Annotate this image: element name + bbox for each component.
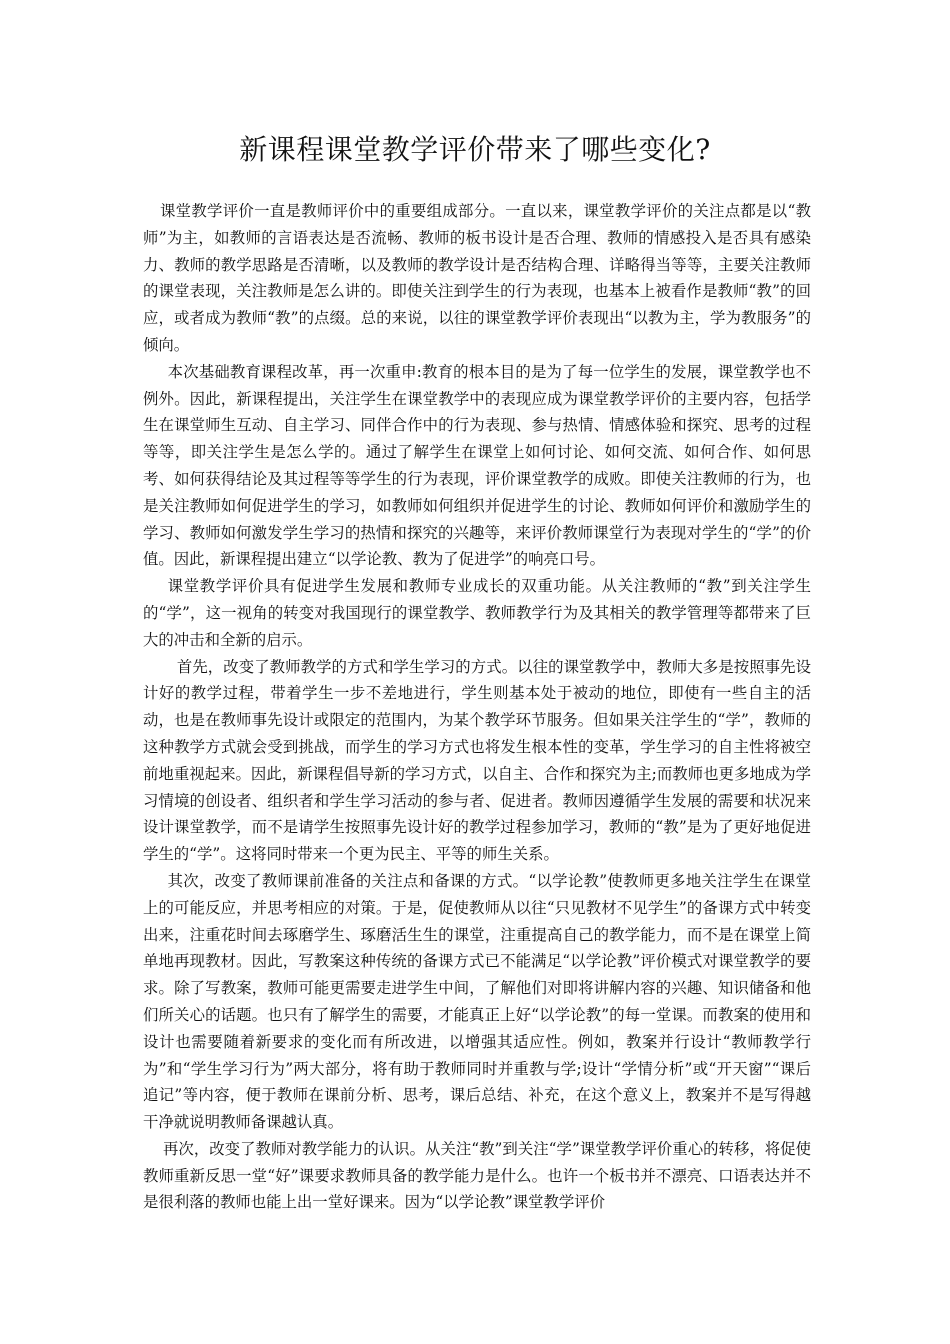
document-body bbox=[143, 198, 811, 1216]
paragraph-1: 课堂教学评价一直是教师评价中的重要组成部分。一直以来，课堂教学评价的关注点都是以“教师”为主，如教师的言语表达是否流畅、教师的板书设计是否合理、教师的情感投入是否具有感染力、教师的教学思路是否清晰，以及教师的教学设计是否结构合理、详略得当等等，主要关注教师的课堂表现，关注教师是怎么讲的。即使关注到学生的行为表现，也基本上被看作是教师“教”的回应，或者成为教师“教”的点缀。总的来说，以往的课堂教学评价表现出“以教为主，学为教服务”的倾向。 bbox=[143, 202, 811, 354]
paragraph-2: 本次基础教育课程改革，再一次重申:教育的根本目的是为了每一位学生的发展，课堂教学也不例外。因此，新课程提出，关注学生在课堂教学中的表现应成为课堂教学评价的主要内容，包括学生在课堂师生互动、自主学习、同伴合作中的行为表现、参与热情、情感体验和探究、思考的过程等等，即关注学生是怎么学的。通过了解学生在课堂上如何讨论、如何交流、如何合作、如何思考、如何获得结论及其过程等等学生的行为表现，评价课堂教学的成败。即使关注教师的行为，也是关注教师如何促进学生的学习，如教师如何组织并促进学生的讨论、教师如何评价和激励学生的学习、教师如何激发学生学习的热情和探究的兴趣等，来评价教师课堂行为表现对学生的“学”的价值。因此，新课程提出建立“以学论教、教为了促进学”的响亮口号。 bbox=[143, 362, 811, 569]
paragraph-6: 再次，改变了教师对教学能力的认识。从关注“教”到关注“学”课堂教学评价重心的转移，将促使教师重新反思一堂“好”课要求教师具备的教学能力是什么。也许一个板书并不漂亮、口语表达并不是很利落的教师也能上出一堂好课来。因为“以学论教”课堂教学评价 bbox=[143, 1139, 811, 1212]
paragraph-4: 首先，改变了教师教学的方式和学生学习的方式。以往的课堂教学中，教师大多是按照事先设计好的教学过程，带着学生一步不差地进行，学生则基本处于被动的地位，即使有一些自主的活动，也是在教师事先设计或限定的范围内，为某个教学环节服务。但如果关注学生的“学”，教师的这种教学方式就会受到挑战，而学生的学习方式也将发生根本性的变革，学生学习的自主性将被空前地重视起来。因此，新课程倡导新的学习方式，以自主、合作和探究为主;而教师也更多地成为学习情境的创设者、组织者和学生学习活动的参与者、促进者。教师因遵循学生发展的需要和状况来设计课堂教学，而不是请学生按照事先设计好的教学过程参加学习，教师的“教”是为了更好地促进学生的“学”。这将同时带来一个更为民主、平等的师生关系。 bbox=[143, 657, 811, 864]
paragraph-3: 课堂教学评价具有促进学生发展和教师专业成长的双重功能。从关注教师的“教”到关注学生的“学”，这一视角的转变对我国现行的课堂教学、教师教学行为及其相关的教学管理等都带来了巨大的冲击和全新的启示。 bbox=[143, 577, 811, 649]
paragraph-5: 其次，改变了教师课前准备的关注点和备课的方式。“以学论教”使教师更多地关注学生在课堂上的可能反应，并思考相应的对策。于是，促使教师从以往“只见教材不见学生”的备课方式中转变出来，注重花时间去琢磨学生、琢磨活生生的课堂，注重提高自己的教学能力，而不是在课堂上简单地再现教材。因此，写教案这种传统的备课方式已不能满足“以学论教”评价模式对课堂教学的要求。除了写教案，教师可能更需要走进学生中间，了解他们对即将讲解内容的兴趣、知识储备和他们所关心的话题。也只有了解学生的需要，才能真正上好“以学论教”的每一堂课。而教案的使用和设计也需要随着新要求的变化而有所改进，以增强其适应性。例如，教案并行设计“教师教学行为”和“学生学习行为”两大部分，将有助于教师同时并重教与学;设计“学情分析”或“开天窗”“课后追记”等内容，便于教师在课前分析、思考，课后总结、补充，在这个意义上，教案并不是写得越干净就说明教师备课越认真。 bbox=[143, 871, 811, 1132]
document-title: 新课程课堂教学评价带来了哪些变化? bbox=[239, 133, 711, 166]
